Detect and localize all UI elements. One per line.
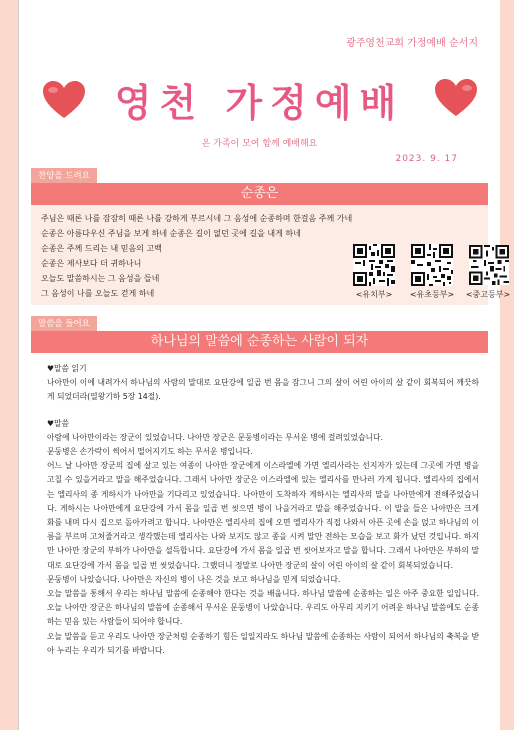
lyric-line: 순종은 아름다우신 주님을 보게 하네 순종은 길이 없던 곳에 길을 내게 하네 (41, 229, 301, 238)
song-title-banner: 순종은 (31, 183, 488, 205)
sermon-paragraph: 어느 날 나아만 장군의 집에 살고 있는 여종이 나아만 장군에게 이스라엘에 가면 엘리사라는 선지자가 있는데 그곳에 가면 병을 고칠 수 있을거라고 말을 해주었습니다. 그래서 나아만 장군은 이스라엘에 있는 엘리사를 만나러 가게 됩니다. 엘리사의 집에서는 엘리사의 종 게하시가 나아만을 기다리고 있었습니다. 나아만이 도착하자 게하시는 엘리사의 말을 나아만에게 전해주었습니다. 게하시는 나아만에게 요단강에 가서 몸을 일곱 번 씻으면 병이 나을거라고 말을 해주었습니다. 이 말을 들은 나아만은 크게 화를 내며 다시 집으로 돌아가려고 합니다. 나아만은 엘리사의 집에 오면 엘리사가 직접 나와서 아픈 곳에 손을 얹고 하나님의 이름을 부르며 고쳐줄거라고 생각했는데 엘리사는 나와 보지도 않고 종을 시켜 말만 전하는 모습을 보고 화가 났던 것입니다. 하지만 나아만 장군의 부하가 나아만을 설득합니다. 요단강에 가서 몸을 일곱 번 씻어보자고 말을 합니다. 그래서 나아만은 부하의 말대로 요단강에 가서 몸을 일곱 번 씻었습니다. 그랬더니 정말로 나아만 장군의 살이 어린 아이의 살 같이 회복되었습니다. (47, 461, 479, 570)
hymn-lyrics (41, 211, 352, 301)
sermon-paragraph: 오늘 말씀을 듣고 우리도 나아만 장군처럼 순종하기 힘든 일일지라도 하나님 말씀에 순종하는 사람이 되어서 하나님의 축복을 받아 누리는 우리가 되기를 바랍니다. (47, 631, 479, 655)
page-title: 영천 가정예배 (114, 81, 405, 125)
church-name: 광주영천교회 가정예배 순서지 (346, 38, 478, 49)
word-section-label: 말씀을 들어요 (31, 316, 97, 332)
sermon-heading: ♥말씀 (47, 418, 70, 428)
sermon-title-banner: 하나님의 말씀에 순종하는 사람이 되자 (31, 331, 488, 353)
lyric-line: 주님은 때론 나를 잠잠히 때론 나를 강하게 부르시네 그 음성에 순종하며 한걸음 주께 가네 (41, 214, 353, 223)
qr-code-kindergarten[interactable] (353, 244, 395, 286)
praise-section-label: 찬양을 드려요 (31, 168, 97, 184)
sermon-paragraph: 문둥병은 손가락이 썩어서 떨어지기도 하는 무서운 병입니다. (47, 447, 253, 457)
lyric-line: 순종은 제사보다 더 귀하나니 (41, 259, 142, 268)
hymn-lyrics-box (31, 205, 511, 305)
qr-label-kindergarten: <유치부> (355, 290, 393, 299)
lyric-line: 순종은 주께 드리는 내 믿음의 고백 (41, 244, 162, 253)
subtitle: 온 가족이 모여 함께 예배해요 (201, 139, 318, 149)
sermon-paragraph: 문둥병이 나았습니다. 나아만은 자신의 병이 나은 것을 보고 하나님을 믿게 되었습니다. (47, 574, 341, 584)
reading-text: 나아만이 이에 내려가서 하나님의 사람의 말대로 요단강에 일곱 번 몸을 잠그니 그의 살이 어린 아이의 살 같이 회복되어 깨끗하게 되었더라(열왕기하 5장 14절). (47, 378, 479, 402)
qr-code-youth[interactable] (469, 244, 509, 286)
qr-label-elementary: <유초등부> (409, 290, 455, 299)
worship-sheet (18, 0, 511, 730)
reading-heading: ♥말씀 읽기 (47, 364, 87, 373)
sermon-body (47, 362, 479, 658)
qr-label-youth: <중고등부> (465, 290, 511, 299)
sermon-paragraph: 아람에 나아만이라는 장군이 있었습니다. 나아만 장군은 문둥병이라는 무서운 병에 걸려있었습니다. (47, 432, 384, 442)
date: 2023. 9. 17 (395, 154, 458, 164)
lyric-line: 오늘도 말씀하시는 그 음성을 들네 (41, 274, 160, 283)
sermon-paragraph: 오늘 말씀을 통해서 우리는 하나님 말씀에 순종해야 한다는 것을 배웁니다. 하나님 말씀에 순종하는 일은 아주 중요한 일입니다. 오늘 나아만 장군은 하나님의 말씀에 순종해서 무서운 문둥병이 나았습니다. 우리도 아무리 지키기 어려운 하나님 말씀에도 순종하는 믿음 있는 사람들이 되어야 합니다. (47, 589, 479, 627)
qr-code-elementary[interactable] (411, 244, 453, 286)
lyric-line: 그 음성이 나를 오늘도 걷게 하네 (41, 289, 155, 298)
